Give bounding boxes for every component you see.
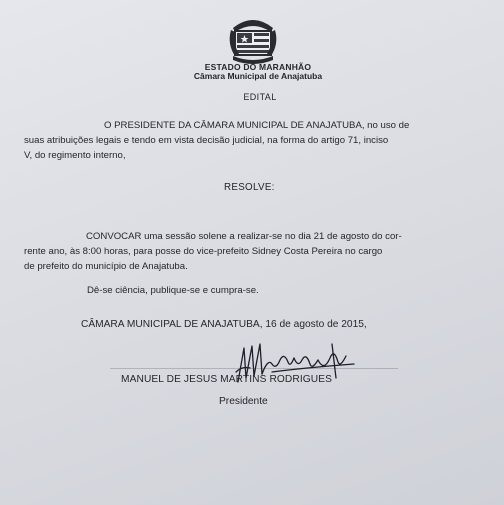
place-date: CÂMARA MUNICIPAL DE ANAJATUBA, 16 de agosto de 2015, — [81, 319, 367, 330]
signer-role: Presidente — [219, 396, 268, 407]
signer-name: MANUEL DE JESUS MARTINS RODRIGUES — [121, 374, 333, 385]
state-name: ESTADO DO MARANHÃO — [204, 62, 312, 72]
convocation-paragraph — [24, 229, 482, 274]
chamber-name: Câmara Municipal de Anajatuba — [193, 71, 323, 81]
intro-line: suas atribuições legais e tendo em vista decisão judicial, na forma do artigo 71, inciso — [24, 135, 389, 146]
document-title: EDITAL — [243, 92, 277, 102]
convocation-line: CONVOCAR uma sessão solene a realizar-se no dia 21 de agosto do cor- — [86, 231, 402, 242]
resolve-heading: RESOLVE: — [224, 182, 275, 193]
intro-line: O PRESIDENTE DA CÂMARA MUNICIPAL DE ANAJATUBA, no uso de — [104, 120, 410, 131]
convocation-line: rente ano, às 8:00 horas, para posse do vice-prefeito Sidney Costa Pereira no cargo — [24, 246, 383, 257]
intro-line: V, do regimento interno, — [24, 150, 126, 161]
intro-paragraph — [24, 118, 476, 163]
handwritten-signature-icon — [232, 338, 362, 386]
coat-of-arms-seal-icon — [225, 14, 281, 66]
convocation-line: de prefeito do município de Anajatuba. — [24, 261, 188, 272]
closing-statement: Dê-se ciência, publique-se e cumpra-se. — [87, 285, 259, 296]
